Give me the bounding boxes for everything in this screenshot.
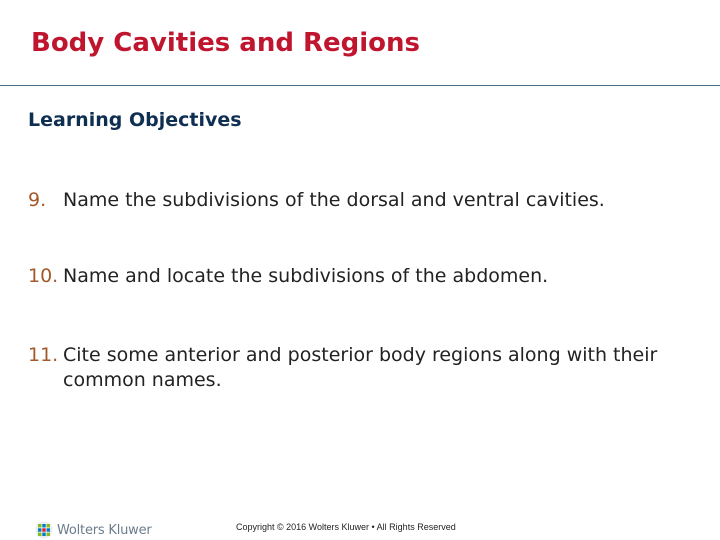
copyright-notice: Copyright © 2016 Wolters Kluwer • All Rights Reserved xyxy=(236,522,456,532)
objective-number: 10. xyxy=(28,265,59,287)
wolters-kluwer-logo-icon xyxy=(35,521,53,539)
learning-objectives-heading: Learning Objectives xyxy=(28,109,242,131)
objective-text: Name and locate the subdivisions of the abdomen. xyxy=(63,265,549,287)
objective-item xyxy=(28,188,708,213)
objective-number: 9. xyxy=(28,189,47,211)
objective-item xyxy=(28,343,708,393)
title-divider xyxy=(0,85,720,86)
objective-text: Name the subdivisions of the dorsal and ventral cavities. xyxy=(63,189,605,211)
objective-text: Cite some anterior and posterior body regions along with their common names. xyxy=(63,344,658,391)
wolters-kluwer-logo xyxy=(35,520,152,540)
wolters-kluwer-logo-text: Wolters Kluwer xyxy=(57,522,152,538)
slide-title: Body Cavities and Regions xyxy=(31,28,421,58)
objective-item xyxy=(28,264,708,289)
objective-number: 11. xyxy=(28,344,59,366)
